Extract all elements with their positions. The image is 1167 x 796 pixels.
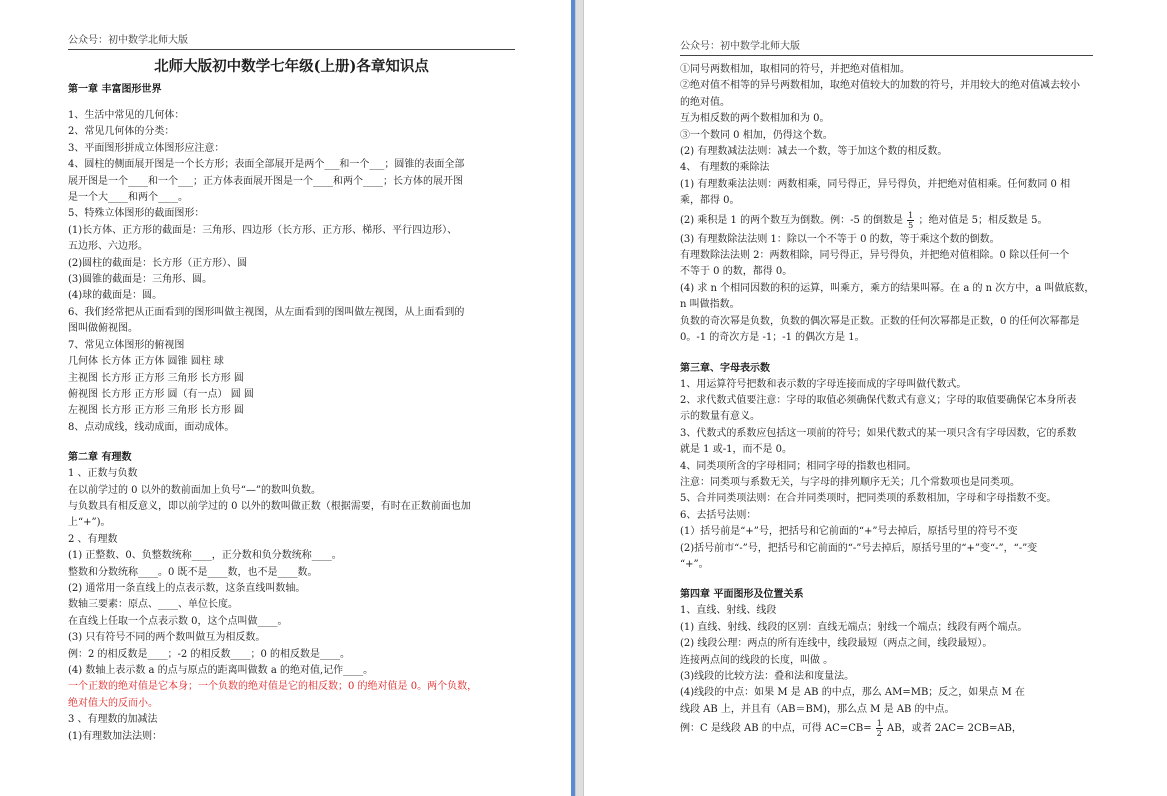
text-line: ③一个数同 0 相加，仍得这个数。 (680, 129, 833, 141)
absolute-value-note (68, 679, 515, 712)
chapter-3-title: 第三章、字母表示数 (680, 362, 770, 374)
text-line: 5、合并同类项法则：在合并同类项时，把同类项的系数相加，字母和字母指数不变。 (680, 493, 1057, 505)
document-title: 北师大版初中数学七年级(上册)各章知识点 (154, 58, 429, 75)
division-power-rules-body (680, 232, 1093, 347)
text-line: (2) 线段公理：两点的所有连线中，线段最短（两点之间，线段最短）。 (680, 638, 993, 650)
text-line: 6、去括号法则： (680, 509, 757, 521)
chapter-2-body (68, 466, 515, 679)
text-line: n 叫做指数。 (680, 299, 740, 311)
text-line: 上“+”)。 (68, 517, 111, 529)
text-line: (2) 有理数减法法则：减去一个数，等于加这个数的相反数。 (680, 146, 948, 158)
text-line: 1、生活中常见的几何体： (68, 110, 185, 121)
text-line: 1、用运算符号把数和表示数的字母连接而成的字母叫做代数式。 (680, 378, 967, 390)
text-line: ②绝对值不相等的异号两数相加，取绝对值较大的加数的符号，并用较大的绝对值减去较小 (680, 80, 1080, 92)
text-line: 左视图 长方形 正方形 三角形 长方形 圆 (68, 405, 244, 417)
fraction-numerator: 1 (876, 719, 882, 729)
arithmetic-rules-body (680, 62, 1093, 210)
text-line: (1)长方体、正方形的截面是：三角形、四边形（长方形、正方形、梯形、平行四边形）、 (68, 224, 458, 236)
text-line: 注意：同类项与系数无关，与字母的排列顺序无关；几个常数项也是同类项。 (680, 476, 1020, 488)
midpoint-example (680, 718, 1093, 740)
text-line: 一个正数的绝对值是它本身；一个负数的绝对值是它的相反数；0 的绝对值是 0。两个负数， (68, 681, 478, 693)
text-line: 1 、正数与负数 (68, 468, 138, 480)
text-line: (3)圆锥的截面是：三角形、圆。 (68, 274, 213, 286)
text-line: 不等于 0 的数，都得 0。 (680, 266, 793, 278)
text-line: 有理数除法法则 2：两数相除，同号得正，异号得负，并把绝对值相除。0 除以任何一个 (680, 250, 1070, 262)
text-line: 例：2 的相反数是____；-2 的相反数____；0 的相反数是____。 (68, 648, 351, 660)
reciprocal-text-before: (2) 乘积是 1 的两个数互为倒数。例：-5 的倒数是 (680, 214, 903, 226)
page-gutter (575, 0, 584, 796)
midpoint-text-after: AB，或者 2AC= 2CB=AB， (887, 723, 1022, 735)
text-line: 整数和分数统称____。0 既不是____数，也不是____数。 (68, 566, 318, 578)
text-line: 1、直线、射线、线段 (680, 605, 777, 617)
text-line: 4、同类项所含的字母相同；相同字母的指数也相同。 (680, 460, 917, 472)
text-line: 与负数具有相反意义，即以前学过的 0 以外的数叫做正数（根据需要，有时在正数前面也加 (68, 500, 471, 512)
document-page-left (0, 0, 575, 796)
fraction-one-half (876, 719, 883, 738)
text-line: 主视图 长方形 正方形 三角形 长方形 圆 (68, 372, 244, 384)
text-line: 2、常见几何体的分类： (68, 126, 175, 138)
fraction-numerator: 1 (908, 210, 914, 220)
page-header: 公众号：初中数学北师大版 (68, 34, 515, 50)
page-header-right: 公众号：初中数学北师大版 (680, 40, 1093, 56)
text-line: (4)线段的中点：如果 M 是 AB 的中点，那么 AM=MB；反之，如果点 M 在 (680, 687, 1025, 699)
text-line: 就是 1 或-1，而不是 0。 (680, 444, 793, 456)
text-line: 是一个大____和两个____。 (68, 192, 188, 204)
text-line: (1)有理数加法法则： (68, 730, 163, 742)
reciprocal-example (680, 210, 1093, 232)
text-line: 4、 有理数的乘除法 (680, 162, 770, 174)
text-line: (4) 求 n 个相同因数的积的运算，叫乘方，乘方的结果叫幂。在 a 的 n 次方中，a 叫做底数， (680, 282, 1095, 294)
text-line: 6、我们经常把从正面看到的图形叫做主视图，从左面看到的图叫做左视图，从上面看到的 (68, 306, 465, 318)
text-line: (3) 有理数除法法则 1：除以一个不等于 0 的数，等于乘这个数的倒数。 (680, 233, 1000, 245)
text-line: 数轴三要素：原点、____、单位长度。 (68, 599, 238, 611)
fraction-one-fifth (907, 211, 914, 230)
text-line: 在直线上任取一个点表示数 0，这个点叫做____。 (68, 615, 288, 627)
text-line: (2)括号前市“-”号，把括号和它前面的“-”号去掉后，原括号里的“+”变“-”，“-”变 (680, 542, 1038, 554)
text-line: 五边形、六边形。 (68, 241, 148, 253)
text-line: (1) 正整数、0、负整数统称____，正分数和负分数统称____。 (68, 550, 342, 562)
text-line: (1）括号前是“+”号，把括号和它前面的“+”号去掉后，原括号里的符号不变 (680, 526, 1018, 538)
midpoint-text-before: 例：C 是线段 AB 的中点，可得 AC=CB= (680, 723, 872, 735)
chapter-4-body (680, 603, 1093, 718)
text-line: (3) 只有符号不同的两个数叫做互为相反数。 (68, 632, 266, 644)
text-line: 负数的奇次幂是负数，负数的偶次幂是正数。正数的任何次幂都是正数，0 的任何次幂都是 (680, 315, 1080, 327)
text-line: 俯视图 长方形 正方形 圆（有一点） 圆 圆 (68, 388, 254, 400)
chapter-4-title: 第四章 平面图形及位置关系 (680, 589, 804, 601)
chapter-2-tail (68, 712, 515, 745)
text-line: (1) 有理数乘法法则：两数相乘，同号得正，异号得负，并把绝对值相乘。任何数同 0 相 (680, 178, 1071, 190)
text-line: 的绝对值。 (680, 96, 730, 108)
text-line: 4、圆柱的侧面展开图是一个长方形；表面全部展开是两个___和一个___；圆锥的表面全部 (68, 159, 465, 171)
reciprocal-text-after: ；绝对值是 5；相反数是 5。 (918, 214, 1048, 226)
text-line: (4)球的截面是：圆。 (68, 290, 163, 302)
text-line: 绝对值大的反而小。 (68, 697, 158, 709)
text-line: 几何体 长方体 正方体 圆锥 圆柱 球 (68, 356, 224, 368)
text-line: 3、代数式的系数应包括这一项前的符号；如果代数式的某一项只含有字母因数，它的系数 (680, 427, 1077, 439)
fraction-denominator: 5 (908, 220, 914, 230)
text-line: (4) 数轴上表示数 a 的点与原点的距离叫做数 a 的绝对值,记作____。 (68, 665, 374, 676)
text-line: 2、求代数式值要注意：字母的取值必须确保代数式有意义；字母的取值要确保它本身所表 (680, 394, 1077, 406)
text-line: 互为相反数的两个数相加和为 0。 (680, 113, 830, 125)
fraction-denominator: 2 (876, 729, 882, 739)
text-line: 线段 AB 上，并且有（AB＝BM)，那么点 M 是 AB 的中点。 (680, 703, 955, 715)
text-line: (3)线段的比较方法：叠和法和度量法。 (680, 671, 855, 682)
text-line: (2)圆柱的截面是：长方形（正方形）、圆 (68, 257, 248, 269)
text-line: 示的数量有意义。 (680, 411, 760, 423)
chapter-2-title: 第二章 有理数 (68, 452, 132, 464)
text-line: 连接两点间的线段的长度，叫做 。 (680, 654, 834, 666)
text-line: “+”。 (680, 558, 709, 570)
text-line: 7、常见立体图形的俯视图 (68, 339, 185, 351)
text-line: 2 、有理数 (68, 533, 118, 545)
text-line: 3 、有理数的加减法 (68, 714, 158, 726)
text-line: 0。-1 的奇次方是 -1；-1 的偶次方是 1。 (680, 332, 865, 344)
text-line: 在以前学过的 0 以外的数前面加上负号“—”的数叫负数。 (68, 484, 321, 496)
chapter-1-title: 第一章 丰富图形世界 (68, 84, 162, 95)
text-line: (1) 直线、射线、线段的区别：直线无端点；射线一个端点；线段有两个端点。 (680, 621, 1028, 633)
text-line: 3、平面图形拼成立体图形应注意： (68, 142, 225, 154)
text-line: 8、点动成线，线动成面，面动成体。 (68, 421, 235, 433)
chapter-3-body (680, 377, 1093, 574)
text-line: 展开图是一个____和一个___；正方体表面展开图是一个____和两个____；长方体的展开图 (68, 175, 463, 187)
text-line: ①同号两数相加，取相同的符号，并把绝对值相加。 (680, 64, 910, 75)
document-page-right (584, 0, 1167, 796)
text-line: 图叫做俯视图。 (68, 323, 138, 335)
text-line: 乘，都得 0。 (680, 195, 740, 207)
chapter-1-body (68, 108, 515, 436)
text-line: (2) 通常用一条直线上的点表示数，这条直线叫数轴。 (68, 582, 306, 594)
text-line: 5、特殊立体图形的截面图形： (68, 208, 205, 220)
